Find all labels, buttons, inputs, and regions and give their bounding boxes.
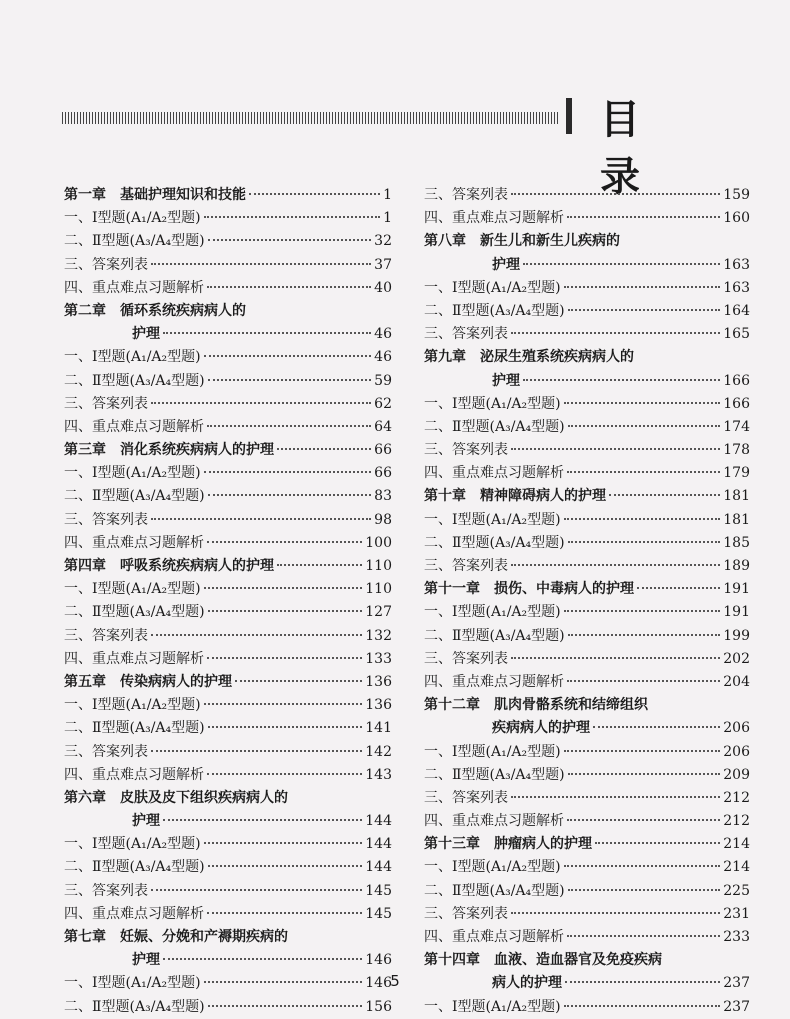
toc-section-entry[interactable] — [64, 694, 392, 717]
page-ref: 237 — [723, 975, 750, 992]
page-ref: 1 — [383, 187, 392, 203]
toc-chapter-entry[interactable] — [424, 949, 750, 972]
page-ref: 163 — [723, 279, 750, 296]
toc-section-entry[interactable] — [64, 346, 392, 369]
section-label: 三、答案列表 — [424, 789, 508, 806]
page-ref: 136 — [365, 673, 392, 690]
section-label: 二、Ⅱ型题(A₃/A₄型题) — [64, 998, 205, 1015]
dot-leader — [163, 331, 371, 334]
page-ref: 160 — [723, 210, 750, 227]
page-ref: 136 — [365, 697, 392, 714]
section-label: 一、Ⅰ型题(A₁/A₂型题) — [424, 743, 561, 760]
toc-section-entry[interactable] — [64, 741, 392, 764]
dot-leader — [204, 841, 363, 844]
toc-chapter-entry[interactable] — [424, 485, 750, 508]
dot-leader — [568, 633, 721, 636]
dot-leader — [511, 911, 720, 914]
section-label: 三、答案列表 — [64, 743, 148, 760]
page-ref: 204 — [723, 673, 750, 690]
section-label: 四、重点难点习题解析 — [64, 534, 204, 551]
section-label: 一、Ⅰ型题(A₁/A₂型题) — [64, 210, 201, 227]
toc-section-entry[interactable] — [64, 509, 392, 532]
dot-leader — [151, 262, 371, 265]
section-label: 三、答案列表 — [64, 627, 148, 644]
dot-leader — [567, 679, 720, 682]
section-label: 一、Ⅰ型题(A₁/A₂型题) — [424, 998, 561, 1015]
page-ref: 214 — [723, 836, 750, 853]
chapter-title: 呼吸系统疾病病人的护理 — [120, 558, 274, 574]
chapter-title: 循环系统疾病病人的 — [120, 302, 246, 319]
chapter-title: 损伤、中毒病人的护理 — [494, 581, 634, 598]
dot-leader — [568, 424, 721, 427]
dot-leader — [208, 725, 363, 728]
page-ref: 98 — [374, 511, 392, 528]
chapter-title-continuation: 疾病病人的护理 — [492, 720, 590, 737]
dot-leader — [151, 517, 371, 520]
toc-section-entry[interactable] — [424, 787, 750, 810]
section-label: 一、Ⅰ型题(A₁/A₂型题) — [424, 604, 561, 621]
header-bar — [566, 98, 572, 134]
chapter-title: 血液、造血器官及免疫疾病 — [494, 952, 662, 969]
dot-leader — [564, 1004, 721, 1007]
page-ref: 159 — [723, 187, 750, 203]
toc-section-entry[interactable] — [64, 625, 392, 648]
dot-leader — [207, 285, 371, 288]
dot-leader — [204, 702, 363, 705]
section-label: 一、Ⅰ型题(A₁/A₂型题) — [64, 349, 201, 366]
section-label: 二、Ⅱ型题(A₃/A₄型题) — [424, 766, 565, 783]
toc-section-entry[interactable] — [424, 601, 750, 624]
toc-section-entry[interactable] — [424, 439, 750, 462]
dot-leader — [511, 795, 720, 798]
dot-leader — [208, 864, 363, 867]
section-label: 三、答案列表 — [64, 882, 148, 899]
dot-leader — [208, 493, 372, 496]
chapter-number: 第十一章 — [424, 581, 480, 598]
dot-leader — [163, 957, 362, 960]
dot-leader — [568, 888, 721, 891]
page-ref: 165 — [723, 326, 750, 343]
section-label: 四、重点难点习题解析 — [64, 418, 204, 435]
section-label: 三、答案列表 — [424, 442, 508, 459]
toc-section-entry[interactable] — [64, 462, 392, 485]
toc-section-entry[interactable] — [424, 277, 750, 300]
page-ref: 83 — [374, 488, 392, 505]
toc-chapter-entry[interactable] — [64, 300, 392, 323]
page-ref: 32 — [374, 233, 392, 250]
page-ref: 1 — [383, 210, 392, 227]
toc-section-entry[interactable] — [424, 671, 750, 694]
dot-leader — [567, 470, 720, 473]
dot-leader — [208, 1004, 363, 1007]
toc-chapter-continuation[interactable] — [424, 254, 750, 277]
chapter-title-continuation: 病人的护理 — [492, 975, 562, 992]
toc-section-entry[interactable] — [424, 810, 750, 833]
toc-left-column — [64, 184, 392, 1019]
dot-leader — [564, 749, 721, 752]
toc-section-entry[interactable] — [424, 741, 750, 764]
page-ref: 110 — [365, 581, 392, 598]
dot-leader — [151, 401, 371, 404]
dot-leader — [277, 563, 362, 566]
toc-section-entry[interactable] — [64, 996, 392, 1019]
dot-leader — [207, 424, 371, 427]
chapter-number: 第二章 — [64, 302, 106, 319]
page-ref: 64 — [374, 418, 392, 435]
dot-leader — [235, 679, 362, 682]
page-ref: 46 — [374, 326, 392, 343]
toc-section-entry[interactable] — [424, 323, 750, 346]
toc-section-entry[interactable] — [424, 625, 750, 648]
page-ref: 181 — [723, 488, 750, 505]
chapter-title-continuation: 护理 — [132, 326, 160, 343]
page-ref: 225 — [723, 882, 750, 899]
chapter-number: 第四章 — [64, 558, 106, 574]
dot-leader — [151, 888, 362, 891]
page-ref: 40 — [374, 279, 392, 296]
section-label: 二、Ⅱ型题(A₃/A₄型题) — [424, 627, 565, 644]
chapter-title-continuation: 护理 — [492, 256, 520, 273]
page-ref: 156 — [365, 998, 392, 1015]
page-ref: 133 — [365, 650, 392, 667]
chapter-number: 第一章 — [64, 187, 106, 203]
toc-section-entry[interactable] — [64, 277, 392, 300]
toc-chapter-entry[interactable] — [64, 184, 392, 207]
chapter-title-continuation: 护理 — [132, 813, 160, 830]
toc-section-entry[interactable] — [64, 370, 392, 393]
page-ref: 191 — [723, 604, 750, 621]
dot-leader — [207, 540, 362, 543]
dot-leader — [511, 447, 720, 450]
chapter-number: 第九章 — [424, 349, 466, 366]
dot-leader — [523, 262, 720, 265]
toc-chapter-continuation[interactable] — [64, 949, 392, 972]
dot-leader — [204, 215, 380, 218]
chapter-number: 第十章 — [424, 488, 466, 505]
toc-section-entry[interactable] — [64, 230, 392, 253]
toc-section-entry[interactable] — [64, 254, 392, 277]
dot-leader — [567, 215, 720, 218]
chapter-number: 第五章 — [64, 673, 106, 690]
toc-chapter-continuation[interactable] — [424, 717, 750, 740]
chapter-title: 妊娠、分娩和产褥期疾病的 — [120, 929, 288, 945]
chapter-number: 第八章 — [424, 233, 466, 250]
toc-section-entry[interactable] — [64, 880, 392, 903]
header-dotted-rule — [62, 112, 560, 124]
page-number: 5 — [390, 972, 400, 990]
dot-leader — [207, 911, 362, 914]
dot-leader — [568, 772, 721, 775]
dot-leader — [564, 864, 721, 867]
toc-chapter-continuation[interactable] — [64, 323, 392, 346]
toc-section-entry[interactable] — [424, 462, 750, 485]
dot-leader — [567, 818, 720, 821]
chapter-number: 第十三章 — [424, 836, 480, 853]
page-ref: 100 — [365, 534, 392, 551]
section-label: 二、Ⅱ型题(A₃/A₄型题) — [64, 859, 205, 876]
dot-leader — [151, 633, 362, 636]
page-ref: 144 — [365, 813, 392, 830]
page-ref: 132 — [365, 627, 392, 644]
toc-section-entry[interactable] — [424, 903, 750, 926]
section-label: 二、Ⅱ型题(A₃/A₄型题) — [424, 534, 565, 551]
toc-section-entry[interactable] — [64, 207, 392, 230]
section-label: 二、Ⅱ型题(A₃/A₄型题) — [424, 418, 565, 435]
toc-section-entry[interactable] — [424, 555, 750, 578]
page-ref: 59 — [374, 372, 392, 389]
section-label: 一、Ⅰ型题(A₁/A₂型题) — [64, 975, 201, 992]
page-ref: 214 — [723, 859, 750, 876]
section-label: 二、Ⅱ型题(A₃/A₄型题) — [424, 882, 565, 899]
section-label: 三、答案列表 — [64, 395, 148, 412]
section-label: 三、答案列表 — [424, 326, 508, 343]
chapter-title: 基础护理知识和技能 — [120, 187, 246, 203]
dot-leader — [609, 493, 720, 496]
dot-leader — [637, 586, 720, 589]
page-ref: 141 — [365, 720, 392, 737]
toc-section-entry[interactable] — [424, 509, 750, 532]
chapter-title: 消化系统疾病病人的护理 — [120, 442, 274, 459]
dot-leader — [204, 354, 372, 357]
page-ref: 209 — [723, 766, 750, 783]
dot-leader — [564, 517, 721, 520]
page-ref: 110 — [365, 558, 392, 574]
page-ref: 237 — [723, 998, 750, 1015]
chapter-number: 第六章 — [64, 789, 106, 806]
page-ref: 181 — [723, 511, 750, 528]
page-ref: 146 — [365, 975, 392, 992]
toc-chapter-entry[interactable] — [424, 578, 750, 601]
section-label: 二、Ⅱ型题(A₃/A₄型题) — [64, 233, 205, 250]
section-label: 一、Ⅰ型题(A₁/A₂型题) — [64, 581, 201, 598]
page-ref: 62 — [374, 395, 392, 412]
page-ref: 144 — [365, 836, 392, 853]
page-ref: 212 — [723, 813, 750, 830]
toc-section-entry[interactable] — [424, 184, 750, 207]
toc-chapter-entry[interactable] — [424, 833, 750, 856]
dot-leader — [564, 285, 721, 288]
section-label: 二、Ⅱ型题(A₃/A₄型题) — [64, 488, 205, 505]
toc-chapter-entry[interactable] — [64, 555, 392, 578]
toc-chapter-entry[interactable] — [64, 926, 392, 949]
toc-section-entry[interactable] — [64, 532, 392, 555]
page-ref: 127 — [365, 604, 392, 621]
toc-section-entry[interactable] — [64, 601, 392, 624]
section-label: 四、重点难点习题解析 — [64, 766, 204, 783]
dot-leader — [207, 772, 362, 775]
toc-chapter-entry[interactable] — [64, 787, 392, 810]
dot-leader — [511, 192, 720, 195]
page-ref: 191 — [723, 581, 750, 598]
chapter-title: 新生儿和新生儿疾病的 — [480, 233, 620, 250]
section-label: 三、答案列表 — [424, 187, 508, 203]
page-ref: 145 — [365, 882, 392, 899]
page-ref: 199 — [723, 627, 750, 644]
section-label: 二、Ⅱ型题(A₃/A₄型题) — [64, 720, 205, 737]
toc-section-entry[interactable] — [424, 648, 750, 671]
toc-section-entry[interactable] — [64, 833, 392, 856]
page-ref: 166 — [723, 372, 750, 389]
dot-leader — [523, 378, 720, 381]
toc-section-entry[interactable] — [64, 393, 392, 416]
dot-leader — [208, 609, 363, 612]
chapter-number: 第三章 — [64, 442, 106, 459]
dot-leader — [564, 609, 721, 612]
toc-chapter-continuation[interactable] — [424, 370, 750, 393]
dot-leader — [163, 818, 362, 821]
section-label: 二、Ⅱ型题(A₃/A₄型题) — [424, 302, 565, 319]
toc-section-entry[interactable] — [424, 856, 750, 879]
toc-section-entry[interactable] — [424, 207, 750, 230]
toc-chapter-entry[interactable] — [64, 439, 392, 462]
toc-right-column — [424, 184, 750, 1019]
page-ref: 178 — [723, 442, 750, 459]
chapter-number: 第七章 — [64, 929, 106, 945]
page-ref: 233 — [723, 929, 750, 945]
chapter-title: 肿瘤病人的护理 — [494, 836, 592, 853]
dot-leader — [151, 749, 362, 752]
dot-leader — [593, 725, 720, 728]
dot-leader — [208, 378, 372, 381]
page-ref: 206 — [723, 720, 750, 737]
chapter-title: 皮肤及皮下组织疾病病人的 — [120, 789, 288, 806]
toc-section-entry[interactable] — [64, 717, 392, 740]
section-label: 三、答案列表 — [64, 256, 148, 273]
dot-leader — [204, 470, 372, 473]
section-label: 一、Ⅰ型题(A₁/A₂型题) — [64, 836, 201, 853]
page-ref: 164 — [723, 302, 750, 319]
section-label: 一、Ⅰ型题(A₁/A₂型题) — [424, 511, 561, 528]
page-ref: 174 — [723, 418, 750, 435]
section-label: 一、Ⅰ型题(A₁/A₂型题) — [64, 697, 201, 714]
chapter-number: 第十四章 — [424, 952, 480, 969]
page-ref: 189 — [723, 558, 750, 574]
page-ref: 46 — [374, 349, 392, 366]
page-ref: 146 — [365, 952, 392, 969]
page-ref: 144 — [365, 859, 392, 876]
dot-leader — [511, 656, 720, 659]
toc-section-entry[interactable] — [424, 416, 750, 439]
section-label: 三、答案列表 — [64, 511, 148, 528]
toc-section-entry[interactable] — [424, 880, 750, 903]
dot-leader — [568, 540, 721, 543]
toc-section-entry[interactable] — [424, 532, 750, 555]
toc-section-entry[interactable] — [424, 300, 750, 323]
toc-chapter-entry[interactable] — [424, 346, 750, 369]
chapter-title: 泌尿生殖系统疾病病人的 — [480, 349, 634, 366]
page-ref: 212 — [723, 789, 750, 806]
dot-leader — [564, 401, 721, 404]
dot-leader — [567, 934, 720, 937]
section-label: 一、Ⅰ型题(A₁/A₂型题) — [424, 859, 561, 876]
section-label: 一、Ⅰ型题(A₁/A₂型题) — [424, 279, 561, 296]
section-label: 二、Ⅱ型题(A₃/A₄型题) — [64, 604, 205, 621]
section-label: 四、重点难点习题解析 — [424, 210, 564, 227]
dot-leader — [208, 238, 372, 241]
toc-section-entry[interactable] — [64, 764, 392, 787]
section-label: 三、答案列表 — [424, 650, 508, 667]
page-ref: 163 — [723, 256, 750, 273]
chapter-title-continuation: 护理 — [492, 372, 520, 389]
toc-section-entry[interactable] — [424, 393, 750, 416]
section-label: 四、重点难点习题解析 — [64, 905, 204, 922]
section-label: 四、重点难点习题解析 — [424, 929, 564, 945]
toc-section-entry[interactable] — [424, 764, 750, 787]
page-ref: 179 — [723, 465, 750, 482]
dot-leader — [511, 563, 720, 566]
toc-section-entry[interactable] — [64, 856, 392, 879]
dot-leader — [204, 586, 363, 589]
section-label: 一、Ⅰ型题(A₁/A₂型题) — [64, 465, 201, 482]
section-label: 二、Ⅱ型题(A₃/A₄型题) — [64, 372, 205, 389]
section-label: 四、重点难点习题解析 — [424, 465, 564, 482]
toc-section-entry[interactable] — [64, 648, 392, 671]
toc-section-entry[interactable] — [64, 485, 392, 508]
section-label: 一、Ⅰ型题(A₁/A₂型题) — [424, 395, 561, 412]
page-ref: 231 — [723, 905, 750, 922]
section-label: 四、重点难点习题解析 — [424, 813, 564, 830]
section-label: 四、重点难点习题解析 — [64, 650, 204, 667]
page-title: 目 录 — [600, 97, 680, 200]
page-ref: 166 — [723, 395, 750, 412]
chapter-number: 第十二章 — [424, 697, 480, 714]
toc-section-entry[interactable] — [64, 903, 392, 926]
page-ref: 145 — [365, 905, 392, 922]
chapter-title-continuation: 护理 — [132, 952, 160, 969]
dot-leader — [595, 841, 720, 844]
toc-section-entry[interactable] — [64, 578, 392, 601]
toc-chapter-entry[interactable] — [424, 694, 750, 717]
page-ref: 142 — [365, 743, 392, 760]
section-label: 四、重点难点习题解析 — [64, 279, 204, 296]
section-label: 四、重点难点习题解析 — [424, 673, 564, 690]
page-ref: 66 — [374, 442, 392, 459]
dot-leader — [511, 331, 720, 334]
dot-leader — [207, 656, 362, 659]
page-ref: 37 — [374, 256, 392, 273]
page-ref: 206 — [723, 743, 750, 760]
chapter-title: 传染病病人的护理 — [120, 673, 232, 690]
toc-section-entry[interactable] — [424, 996, 750, 1019]
toc-section-entry[interactable] — [64, 416, 392, 439]
toc-chapter-entry[interactable] — [64, 671, 392, 694]
toc-chapter-continuation[interactable] — [64, 810, 392, 833]
page-ref: 202 — [723, 650, 750, 667]
section-label: 三、答案列表 — [424, 905, 508, 922]
page-ref: 143 — [365, 766, 392, 783]
dot-leader — [249, 192, 380, 195]
dot-leader — [568, 308, 721, 311]
dot-leader — [277, 447, 371, 450]
page-ref: 185 — [723, 534, 750, 551]
toc-section-entry[interactable] — [424, 926, 750, 949]
chapter-title: 精神障碍病人的护理 — [480, 488, 606, 505]
toc-chapter-entry[interactable] — [424, 230, 750, 253]
page-ref: 66 — [374, 465, 392, 482]
chapter-title: 肌肉骨骼系统和结缔组织 — [494, 697, 648, 714]
section-label: 三、答案列表 — [424, 558, 508, 574]
